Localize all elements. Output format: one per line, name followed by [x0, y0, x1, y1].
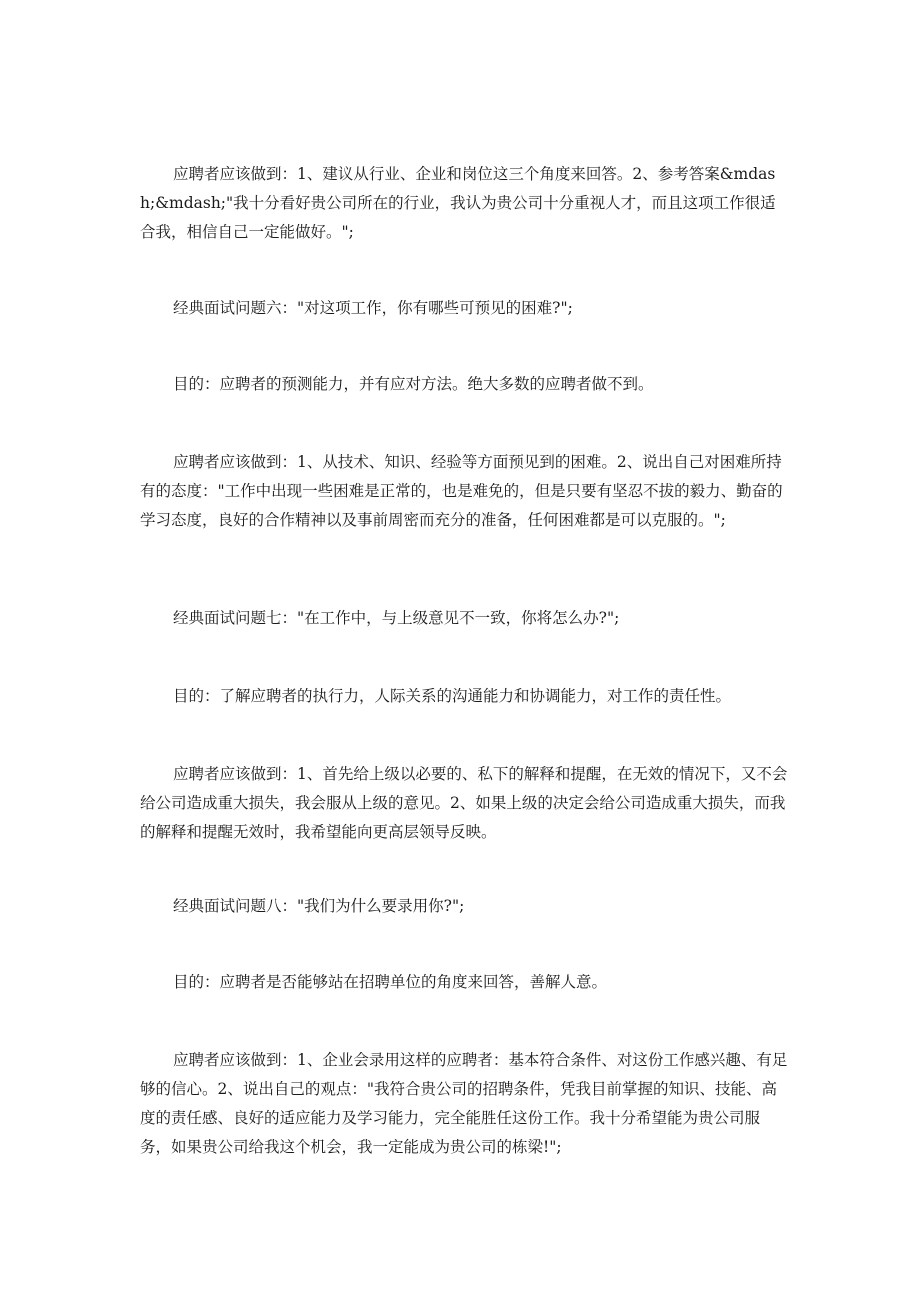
- question-paragraph-8: 经典面试问题八："我们为什么要录用你?";: [173, 897, 465, 915]
- answer-paragraph-7: 应聘者应该做到：1、首先给上级以必要的、私下的解释和提醒，在无效的情况下，又不会给公司造成重大损失，我会服从上级的意见。2、如果上级的决定会给公司造成重大损失，而我的解释和提醒无效时，我希望能向更高层领导反映。: [140, 765, 788, 841]
- answer-paragraph-6: 应聘者应该做到：1、从技术、知识、经验等方面预见到的困难。2、说出自己对困难所持有的态度："工作中出现一些困难是正常的，也是难免的，但是只要有坚忍不拔的毅力、勤奋的学习态度，良好的合作精神以及事前周密而充分的准备，任何困难都是可以克服的。";: [140, 453, 783, 529]
- answer-paragraph-8: 应聘者应该做到：1、企业会录用这样的应聘者：基本符合条件、对这份工作感兴趣、有足够的信心。2、说出自己的观点："我符合贵公司的招聘条件，凭我目前掌握的知识、技能、高度的责任感、良好的适应能力及学习能力，完全能胜任这份工作。我十分希望能为贵公司服务，如果贵公司给我这个机会，我一定能成为贵公司的栋梁!";: [140, 1051, 788, 1156]
- answer-paragraph-5: 应聘者应该做到：1、建议从行业、企业和岗位这三个角度来回答。2、参考答案&mdash;&mdash;"我十分看好贵公司所在的行业，我认为贵公司十分重视人才，而且这项工作很适合我，相信自己一定能做好。";: [140, 165, 776, 241]
- purpose-paragraph-7: 目的：了解应聘者的执行力，人际关系的沟通能力和协调能力，对工作的责任性。: [173, 687, 732, 705]
- purpose-paragraph-8: 目的：应聘者是否能够站在招聘单位的角度来回答，善解人意。: [173, 973, 608, 991]
- purpose-paragraph-6: 目的：应聘者的预测能力，并有应对方法。绝大多数的应聘者做不到。: [173, 375, 654, 393]
- question-paragraph-6: 经典面试问题六："对这项工作，你有哪些可预见的困难?";: [173, 299, 573, 317]
- question-paragraph-7: 经典面试问题七："在工作中，与上级意见不一致，你将怎么办?";: [173, 609, 620, 627]
